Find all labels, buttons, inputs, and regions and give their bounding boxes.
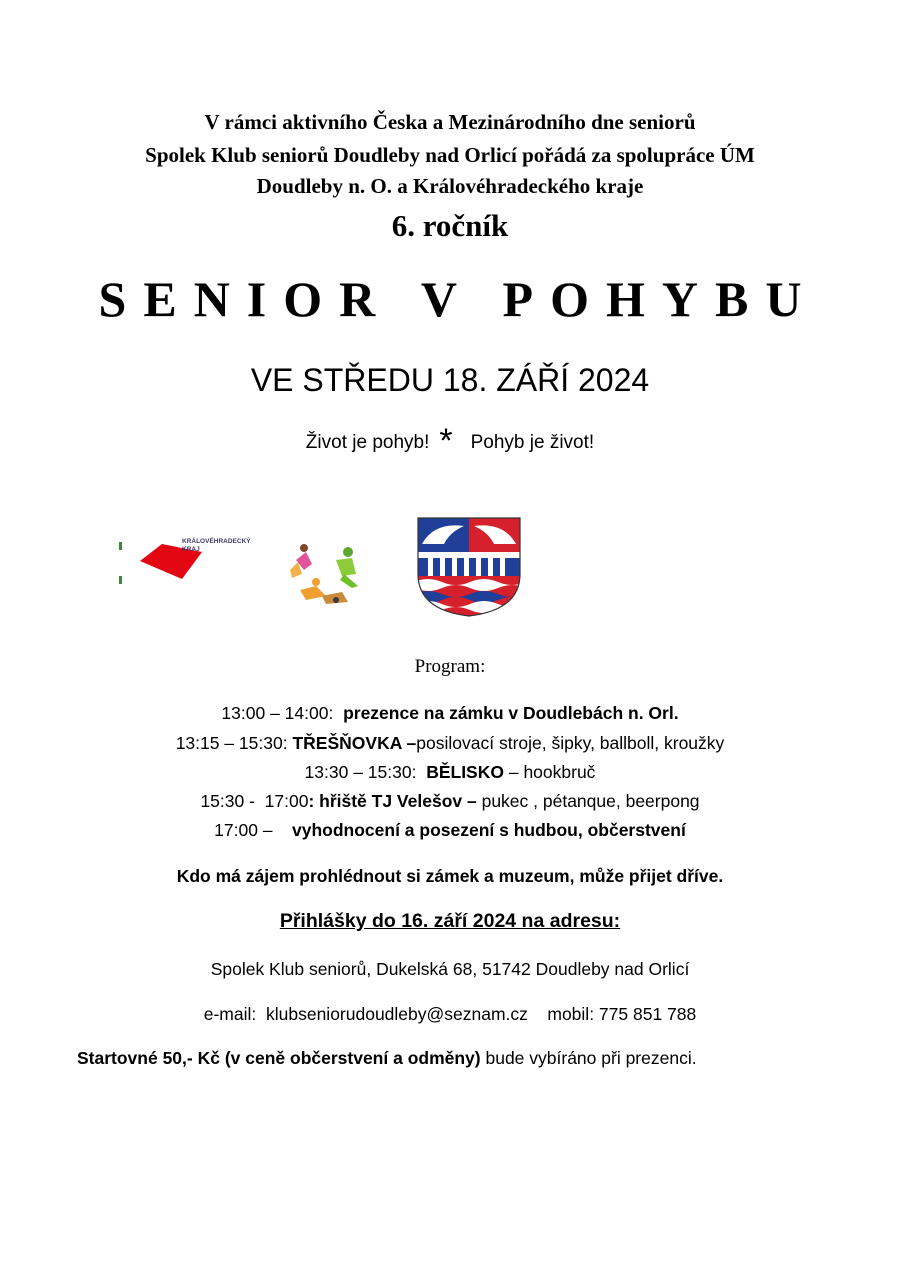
intro-line-2: Spolek Klub seniorů Doudleby nad Orlicí pořádá za spolupráce ÚM — [145, 143, 755, 167]
address: Spolek Klub seniorů, Dukelská 68, 51742 Doudleby nad Orlicí — [210, 959, 690, 979]
program-time: 15:30 - 17:00 — [200, 791, 309, 811]
program-time: 13:30 – 15:30: — [304, 762, 427, 782]
program-detail: posilovací stroje, šipky, ballboll, kroužky — [416, 733, 725, 753]
edition: 6. ročník — [391, 208, 509, 243]
program-activity: : hřiště TJ Velešov – — [308, 791, 477, 811]
coat-of-arms-icon — [414, 514, 524, 618]
intro-line-1: V rámci aktivního Česka a Mezinárodního dne seniorů — [204, 110, 696, 134]
event-title: SENIOR V POHYBU — [98, 271, 819, 327]
program-detail: pukec , pétanque, beerpong — [476, 791, 700, 811]
motto-right: Pohyb je život! — [470, 432, 595, 453]
program-item-4 — [0, 791, 900, 812]
museum-note: Kdo má zájem prohlédnout si zámek a muzeum, může přijet dříve. — [176, 866, 724, 886]
region-name-line2: KRAJ — [182, 546, 200, 553]
program-activity: BĚLISKO — [426, 762, 504, 782]
program-detail: – hookbruč — [503, 762, 596, 782]
region-logo-icon — [118, 530, 258, 600]
region-name-line1: KRÁLOVÉHRADECKÝ — [182, 538, 251, 545]
entry-fee-amount: Startovné 50,- Kč (v ceně občerstvení a odměny) — [77, 1048, 481, 1068]
event-date: VE STŘEDU 18. ZÁŘÍ 2024 — [250, 362, 650, 398]
program-time: 13:15 – 15:30: — [175, 733, 293, 753]
intro-line-3: Doudleby n. O. a Královéhradeckého kraje — [256, 174, 644, 198]
sport-figures-icon — [286, 540, 362, 610]
phone-number: 775 851 788 — [598, 1004, 697, 1024]
program-activity: prezence na zámku v Doudlebách n. Orl. — [343, 703, 679, 723]
program-item-1 — [0, 703, 900, 724]
asterisk-separator: * — [439, 422, 453, 460]
email-label: e-mail: — [203, 1004, 266, 1024]
program-time: 17:00 – — [214, 820, 292, 840]
contact-line — [0, 1004, 900, 1025]
phone-label: mobil: — [527, 1004, 599, 1024]
entry-fee-note: bude vybíráno při prezenci. — [480, 1048, 697, 1068]
motto — [0, 422, 900, 461]
entry-fee — [77, 1048, 697, 1069]
email-address: klubseniorudoudleby@seznam.cz — [265, 1004, 528, 1024]
motto-left: Život je pohyb! — [305, 432, 430, 453]
program-item-2 — [0, 733, 900, 754]
application-heading: Přihlášky do 16. září 2024 na adresu: — [279, 910, 621, 932]
program-item-3 — [0, 762, 900, 783]
program-label: Program: — [414, 656, 486, 677]
program-activity: TŘEŠŇOVKA – — [292, 733, 417, 753]
program-activity: vyhodnocení a posezení s hudbou, občerstvení — [292, 820, 686, 840]
region-logo — [118, 530, 258, 600]
program-time: 13:00 – 14:00: — [221, 703, 344, 723]
program-item-5 — [0, 820, 900, 841]
